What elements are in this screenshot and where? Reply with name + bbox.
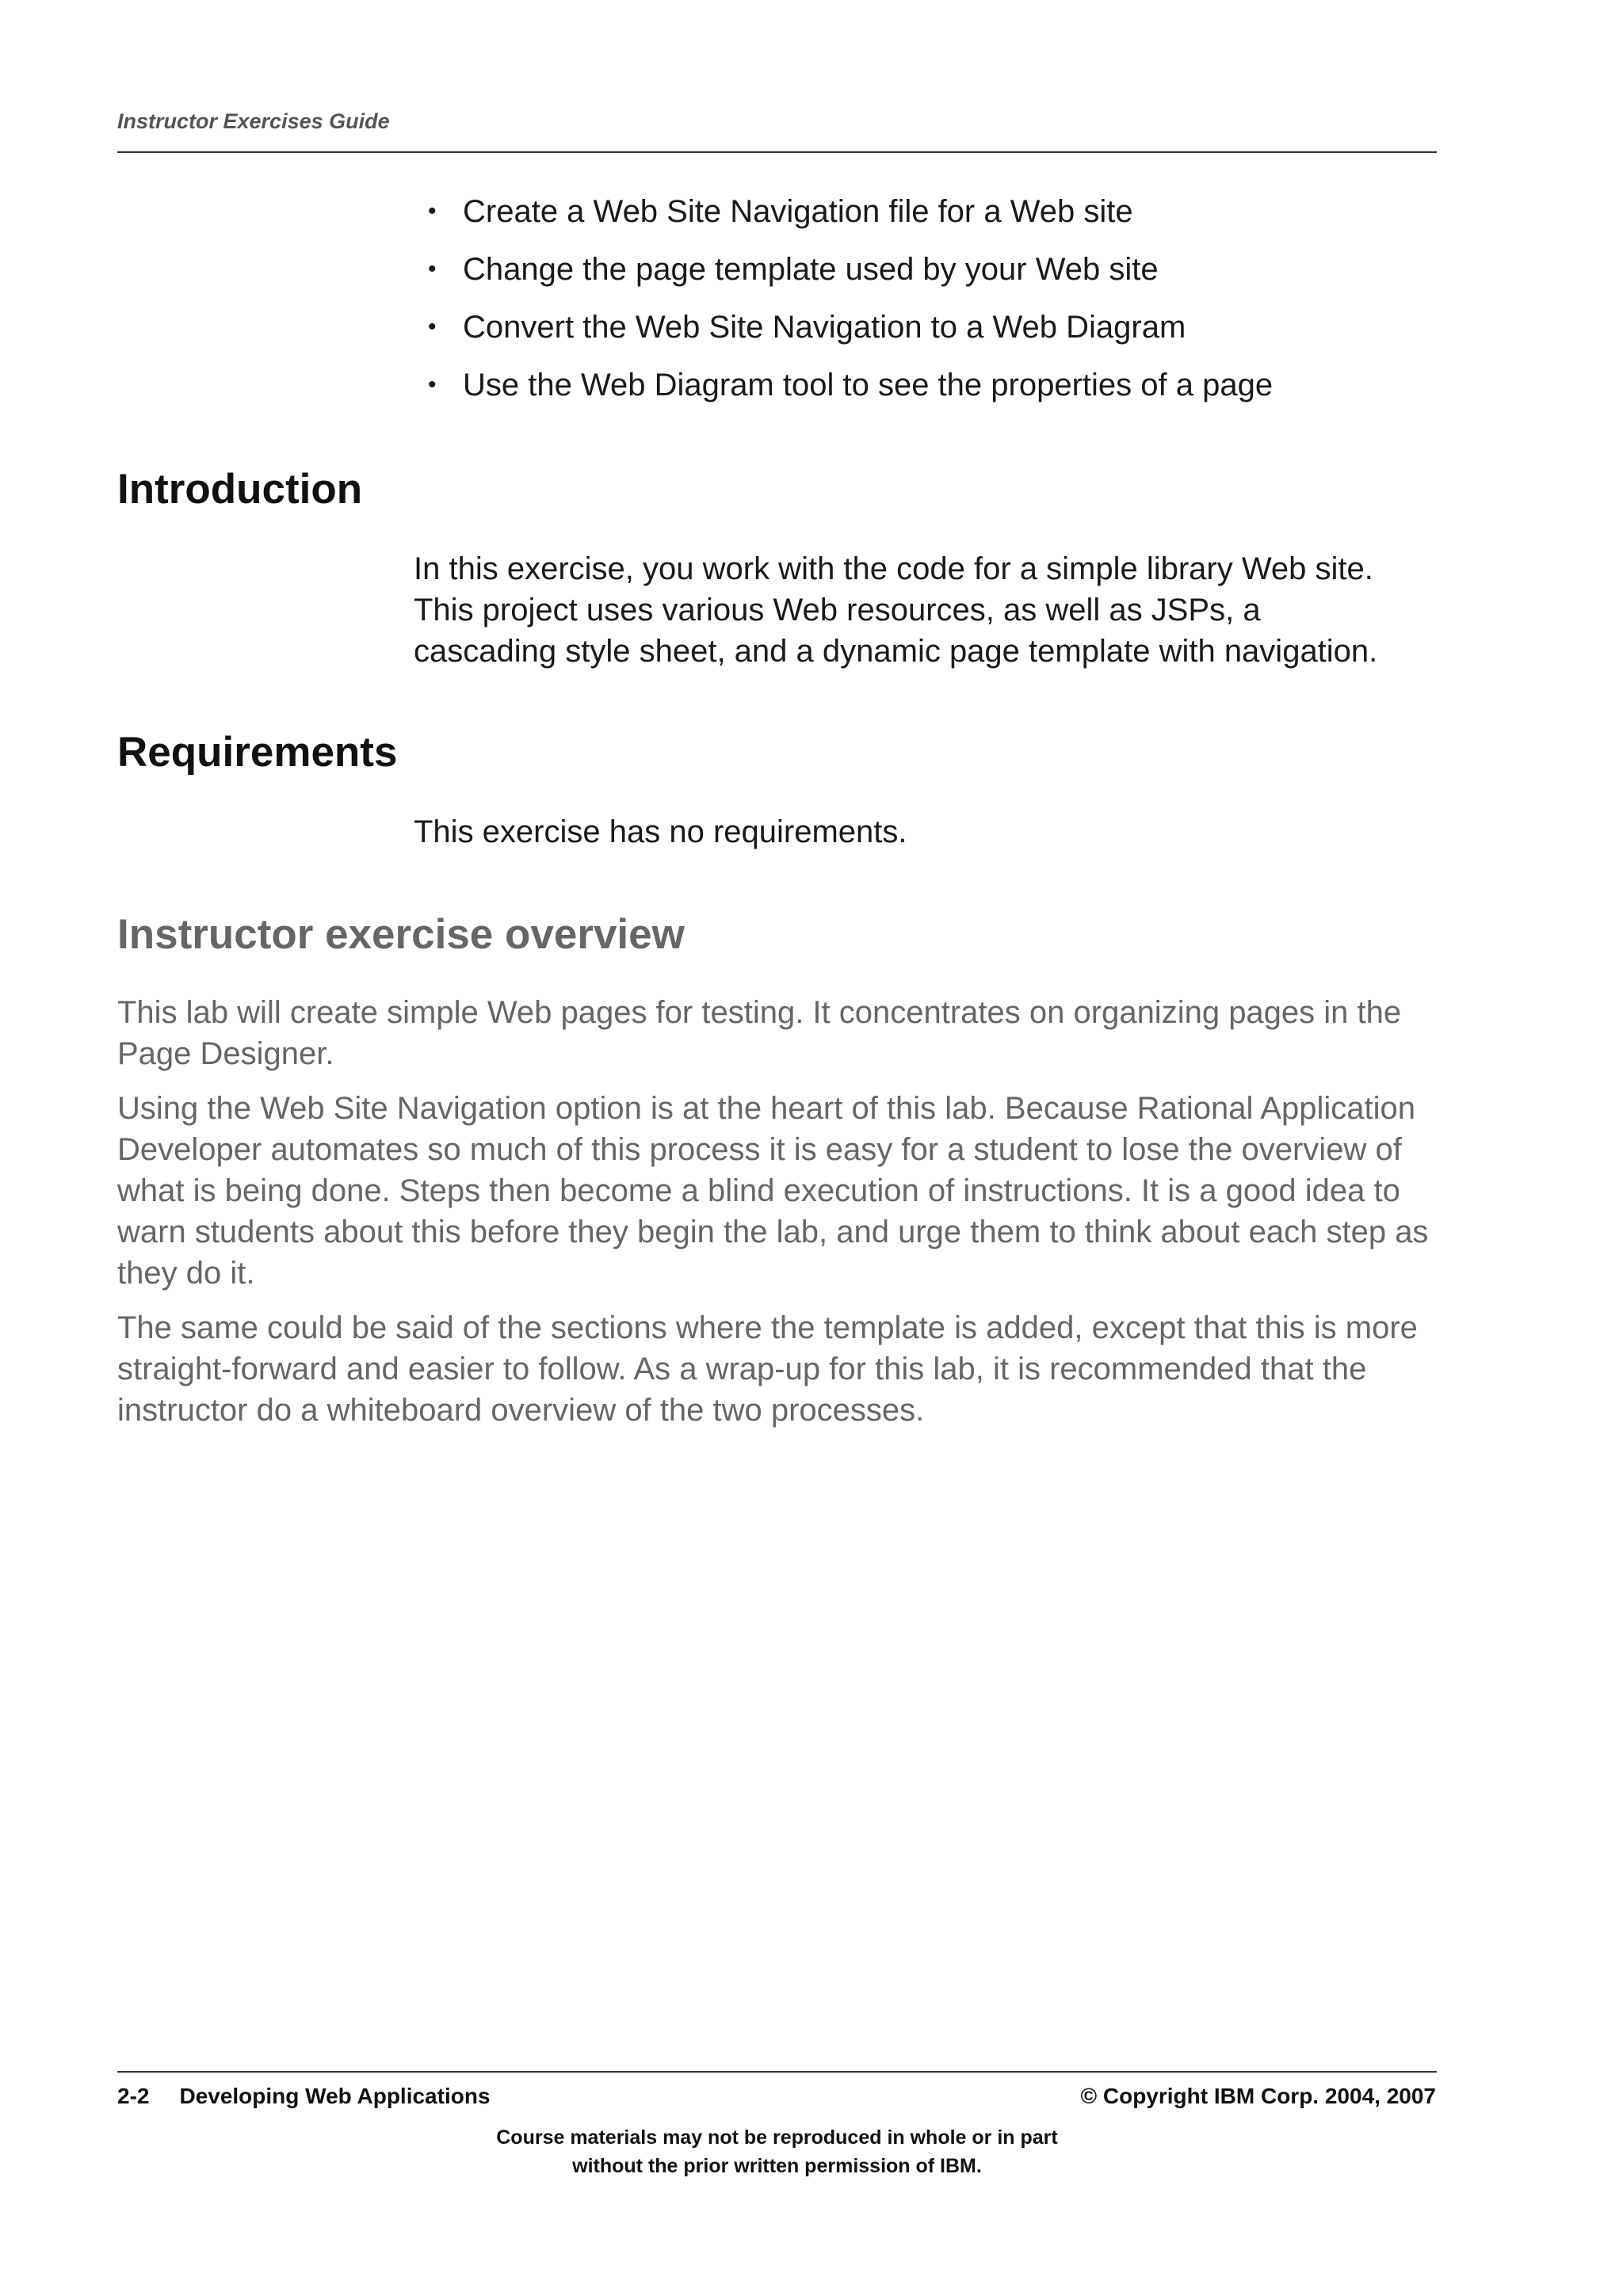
list-item [428, 308, 1442, 346]
list-item [428, 250, 1442, 288]
list-item-text: Change the page template used by your Web site [463, 252, 1159, 287]
overview-body [117, 992, 1449, 1444]
bullet-icon: • [428, 372, 437, 398]
notice-line: Course materials may not be reproduced in whole or in part [496, 2126, 1058, 2149]
introduction-line: In this exercise, you work with the code for a simple library Web site. [414, 551, 1373, 586]
copyright: © Copyright IBM Corp. 2004, 2007 [1080, 2084, 1436, 2108]
footer-rule [117, 2071, 1437, 2073]
header-rule [117, 151, 1437, 153]
list-item-text: Convert the Web Site Navigation to a Web Diagram [463, 310, 1186, 345]
requirements-heading: Requirements [117, 729, 398, 776]
footer-page-info [117, 2084, 491, 2109]
list-item [428, 366, 1442, 404]
overview-paragraph: The same could be said of the sections where the template is added, except that this is more straight-forward and easier to follow. As a wrap-up for this lab, it is recommended that the instructor do a whiteboard overview of the two processes. [117, 1310, 1418, 1428]
bullet-icon: • [428, 314, 437, 340]
copyright-notice [117, 2123, 1437, 2180]
introduction-heading: Introduction [117, 466, 363, 513]
notice-line: without the prior written permission of IBM. [572, 2155, 982, 2177]
objectives-list [428, 193, 1442, 424]
course-title: Developing Web Applications [179, 2084, 491, 2108]
page-number: 2-2 [117, 2084, 150, 2108]
requirements-body: This exercise has no requirements. [414, 814, 907, 849]
list-item-text: Use the Web Diagram tool to see the properties of a page [463, 368, 1274, 402]
introduction-body [414, 548, 1444, 672]
introduction-line: cascading style sheet, and a dynamic page template with navigation. [414, 634, 1378, 669]
bullet-icon: • [428, 198, 437, 224]
overview-paragraph: This lab will create simple Web pages for testing. It concentrates on organizing pages in the Page Designer. [117, 995, 1402, 1071]
list-item-text: Create a Web Site Navigation file for a Web site [463, 194, 1133, 229]
overview-heading: Instructor exercise overview [117, 911, 685, 958]
running-header: Instructor Exercises Guide [117, 109, 390, 133]
introduction-line: This project uses various Web resources, as well as JSPs, a [414, 593, 1261, 627]
list-item [428, 193, 1442, 231]
overview-paragraph: Using the Web Site Navigation option is at the heart of this lab. Because Rational Application Developer automates so much of this process it is easy for a student to lose the overview of what is being done. Steps then become a blind execution of instructions. It is a good idea to warn students about this before they begin the lab, and urge them to think about each step as they do it. [117, 1091, 1429, 1291]
bullet-icon: • [428, 256, 437, 282]
